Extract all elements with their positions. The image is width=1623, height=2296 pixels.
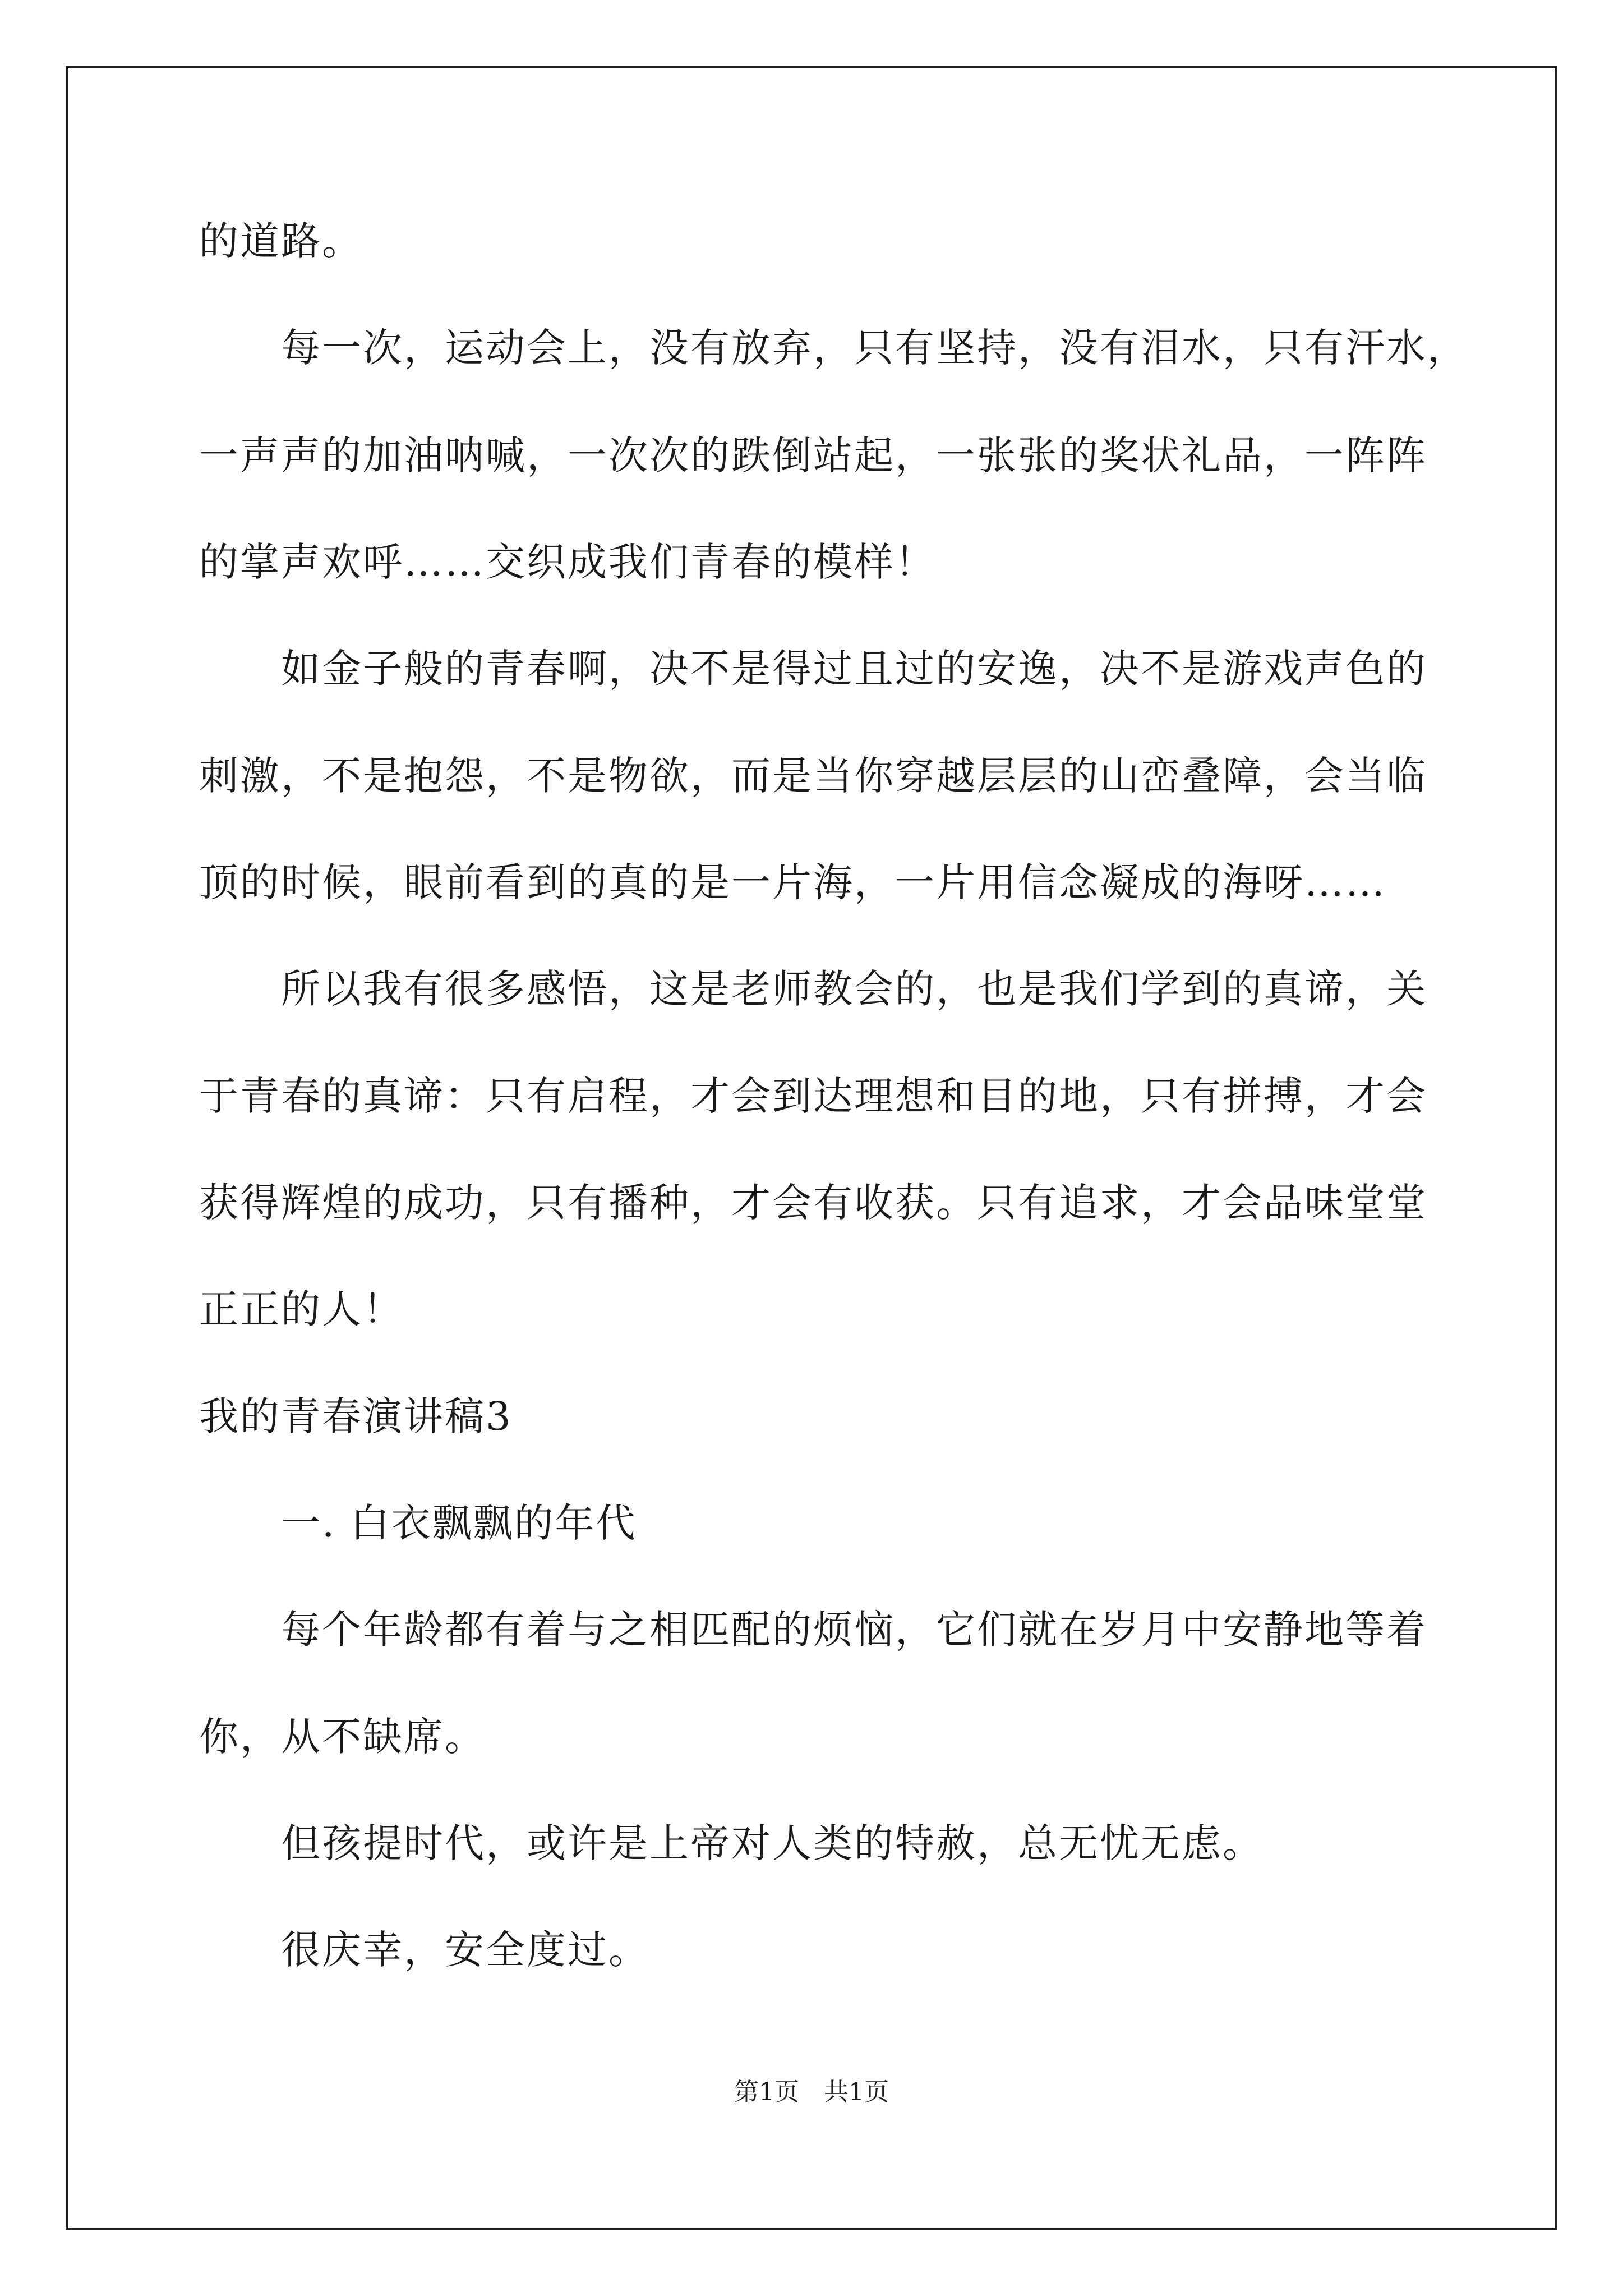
text-line: 刺激，不是抱怨，不是物欲，而是当你穿越层层的山峦叠障，会当临	[199, 753, 1427, 799]
text-line: 如金子般的青春啊，决不是得过且过的安逸，决不是游戏声色的	[281, 646, 1427, 692]
text-line: 每个年龄都有着与之相匹配的烦恼，它们就在岁月中安静地等着	[281, 1607, 1427, 1653]
text-line: 获得辉煌的成功，只有播种，才会有收获。只有追求，才会品味堂堂	[199, 1180, 1427, 1226]
page-frame	[66, 66, 1557, 2230]
text-line: 每一次，运动会上，没有放弃，只有坚持，没有泪水，只有汗水，	[281, 325, 1468, 371]
text-line: 但孩提时代，或许是上帝对人类的特赦，总无忧无虑。	[281, 1820, 1264, 1866]
text-line: 于青春的真谛：只有启程，才会到达理想和目的地，只有拼搏，才会	[199, 1073, 1427, 1119]
section-heading: 我的青春演讲稿3	[199, 1393, 513, 1439]
text-line: 的道路。	[199, 218, 363, 264]
text-line: 你，从不缺席。	[199, 1714, 486, 1760]
text-line: 所以我有很多感悟，这是老师教会的，也是我们学到的真谛，关	[281, 966, 1427, 1012]
text-line: 一声声的加油呐喊，一次次的跌倒站起，一张张的奖状礼品，一阵阵	[199, 432, 1427, 478]
page-number-footer: 第1页 共1页	[734, 2078, 889, 2106]
text-line: 很庆幸，安全度过。	[281, 1927, 649, 1973]
subsection-heading: 一. 白衣飘飘的年代	[281, 1500, 637, 1546]
text-line: 顶的时候，眼前看到的真的是一片海，一片用信念凝成的海呀……	[199, 859, 1386, 905]
text-line: 的掌声欢呼……交织成我们青春的模样！	[199, 539, 936, 585]
text-line: 正正的人！	[199, 1286, 404, 1332]
